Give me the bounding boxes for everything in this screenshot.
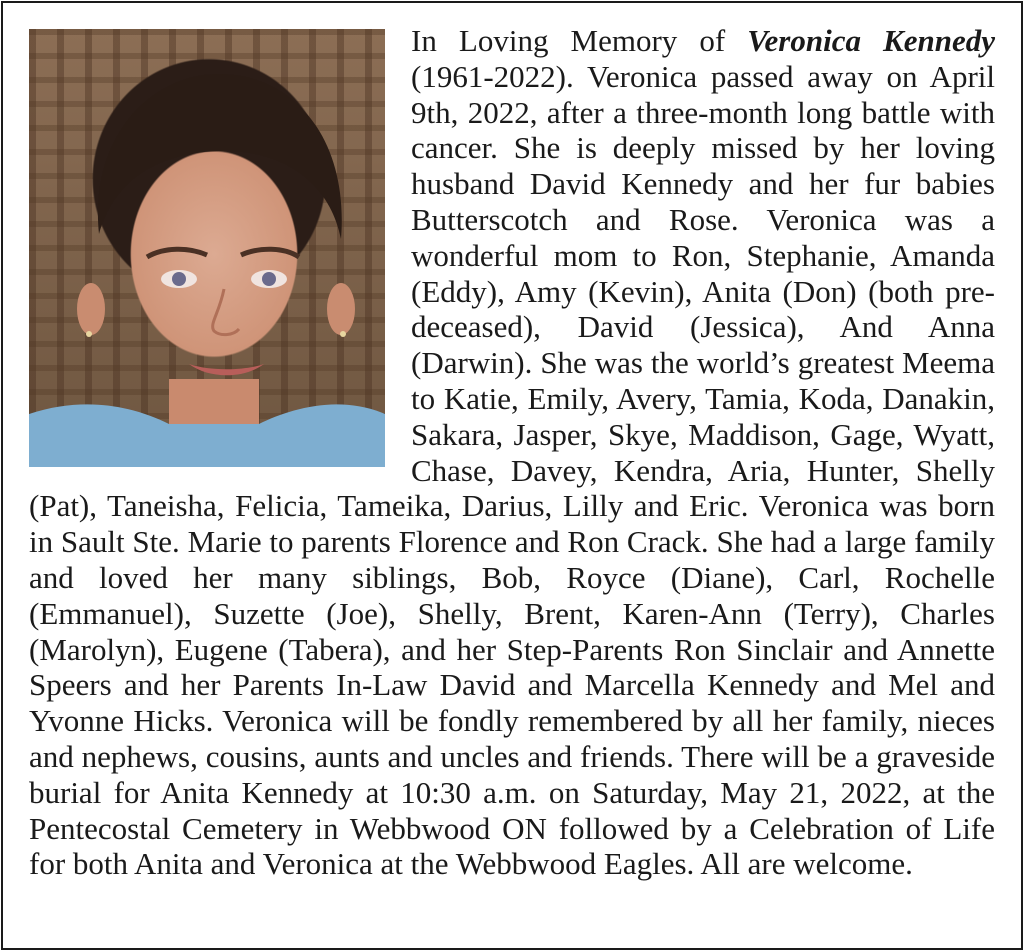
body-text: (1961-2022). Veronica passed away on April 9th, 2022, after a three-month long battle with cancer. She is deeply missed by her loving husband David Kennedy and her fur babies Butterscotch and Rose. Veronica was a wonderful mom to Ron, Stephanie, Amanda (Eddy), Amy (Kevin), Anita (Don) (both pre-deceased), David (Jessica), And Anna (Darwin). She was the world’s greatest Meema to Katie, Emily, Avery, Tamia, Koda, Danakin, Sakara, Jasper, Skye, Maddison, Gage, Wyatt, Chase, Davey, Kendra, Aria, Hunter, Shelly (Pat), Taneisha, Felicia, Tameika, Darius, Lilly and Eric. Veronica was born in Sault Ste. Marie to parents Florence and Ron Crack. She had a large family and loved her many siblings, Bob, Royce (Diane), Carl, Rochelle (Emmanuel), Suzette (Joe), Shelly, Brent, Karen-Ann (Terry), Charles (Marolyn), Eugene (Tabera), and her Step-Parents Ron Sinclair and Annette Speers and her Parents In-Law David and Marcella Kennedy and Mel and Yvonne Hicks. Veronica will be fondly remembered by all her family, nieces and nephews, cousins, aunts and uncles and friends. There will be a graveside burial for Anita Kennedy at 10:30 a.m. on Saturday, May 21, 2022, at the Pentecostal Cemetery in Webbwood ON followed by a Celebration of Life for both Anita and Veronica at the Webbwood Eagles. All are welcome. bbox=[29, 58, 995, 882]
portrait-illustration bbox=[29, 29, 385, 467]
intro-text: In Loving Memory of bbox=[411, 23, 748, 58]
portrait-photo bbox=[29, 29, 385, 467]
deceased-name: Veronica Kennedy bbox=[747, 23, 995, 58]
obituary-notice bbox=[1, 1, 1023, 950]
